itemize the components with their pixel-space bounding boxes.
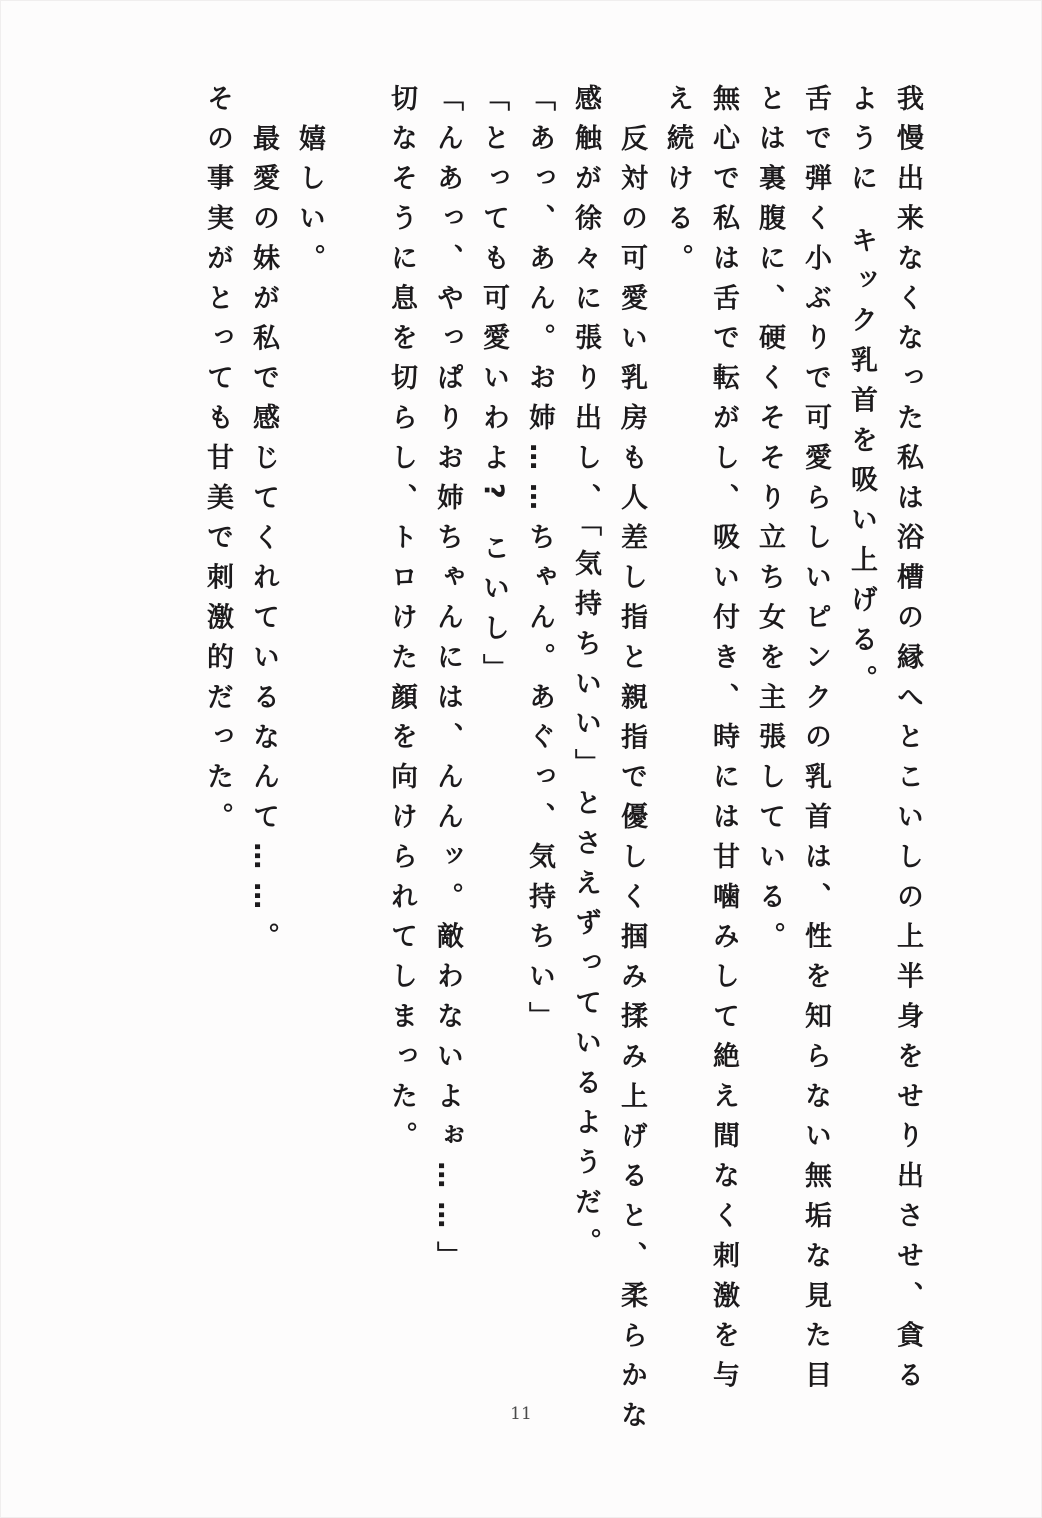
dialogue-line: 「とっても可愛いわよ? こいし」 [478,84,509,694]
text-line: 無心で私は舌で転がし、吸い付き、時には甘噛みして絶え間なく刺激を与 [708,84,739,1401]
text-line: 最愛の妹が私で感じてくれているなんて……。 [248,124,279,962]
text-line: 嬉しい。 [294,124,325,284]
text-line: 切なそうに息を切らし、トロけた顔を向けられてしまった。 [386,84,417,1162]
text-line: 反対の可愛い乳房も人差し指と親指で優しく掴み揉み上げると、柔らかな [616,124,647,1441]
text-line: その事実がとっても甘美で刺激的だった。 [202,84,233,843]
dialogue-line: 「んあっ、やっぱりお姉ちゃんには、んんッ。敵わないよぉ……」 [432,84,463,1281]
text-line: 舌で弾く小ぶりで可愛らしいピンクの乳首は、性を知らない無垢な見た目 [800,84,831,1401]
text-line: ように キック乳首を吸い上げる。 [846,84,877,705]
blank-line [332,84,378,1404]
text-line: 感触が徐々に張り出し、「気持ちいい」とさえずっているようだ。 [570,84,601,1268]
text-line: とは裏腹に、硬くそそり立ち女を主張している。 [754,84,785,962]
dialogue-line: 「あっ、あん。お姉……ちゃん。あぐっ、気持ちい」 [524,84,555,1042]
text-line: え続ける。 [662,84,693,284]
page-number: 11 [510,1404,532,1424]
text-line: 我慢出来なくなった私は浴槽の縁へとこいしの上半身をせり出させ、貪る [892,84,923,1401]
